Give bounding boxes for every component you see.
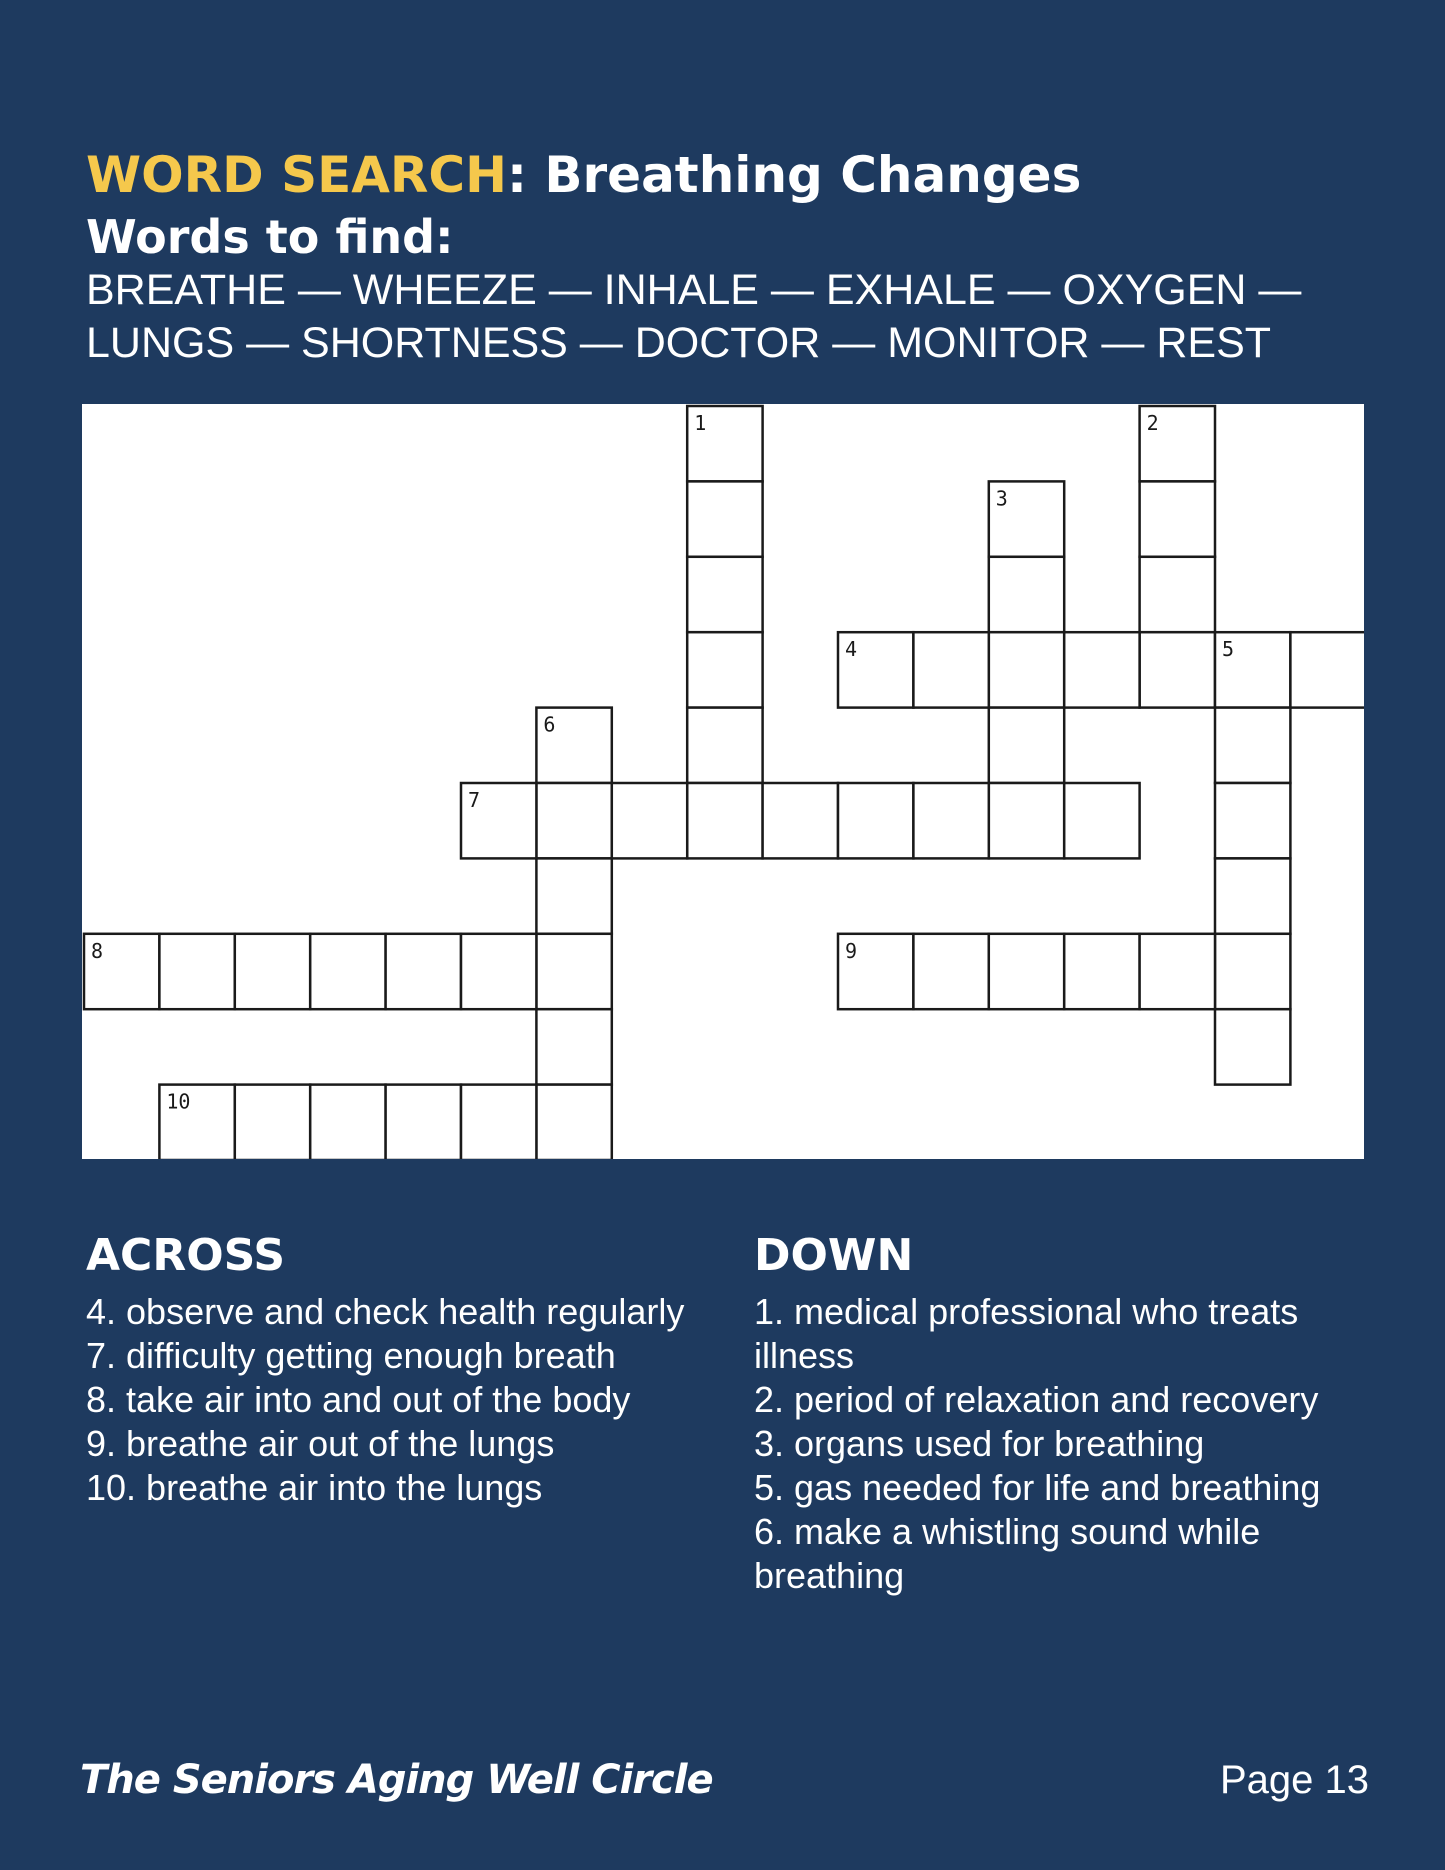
clue-number: 2 [1146, 411, 1159, 435]
down-clues [754, 1228, 1374, 1598]
word-list-line-1: BREATHE — WHEEZE — INHALE — EXHALE — OXYGEN — [86, 266, 1302, 314]
clue-number: 8 [91, 938, 104, 963]
grid-cell [461, 934, 536, 1009]
across-clue: 9. breathe air out of the lungs [86, 1423, 555, 1464]
words-heading: Words to find: [86, 210, 454, 264]
grid-cell [536, 1009, 611, 1084]
grid-cell [461, 1085, 536, 1159]
across-heading: ACROSS [86, 1230, 286, 1281]
grid-cell [913, 783, 988, 858]
clue-number: 4 [845, 637, 858, 662]
grid-cell [159, 934, 234, 1009]
clue-number: 6 [543, 712, 556, 737]
grid-cell [687, 632, 762, 707]
down-heading: DOWN [754, 1230, 914, 1281]
grid-cell [989, 783, 1064, 858]
page-number: Page 13 [1219, 1758, 1369, 1802]
organization-name: The Seniors Aging Well Circle [80, 1757, 713, 1803]
crossword-grid-svg [82, 404, 1364, 1159]
clue-number: 9 [845, 938, 858, 963]
title-accent: WORD SEARCH [86, 146, 507, 204]
grid-cell [1064, 934, 1139, 1009]
grid-cell [687, 783, 762, 858]
grid-cell [1215, 934, 1290, 1009]
grid-cell [235, 934, 310, 1009]
grid-cell [989, 557, 1064, 632]
grid-cell [913, 632, 988, 707]
title-topic: : Breathing Changes [506, 146, 1082, 204]
across-clue: 7. difficulty getting enough breath [86, 1335, 616, 1376]
grid-cell [1140, 481, 1215, 556]
grid-cell [310, 934, 385, 1009]
across-clue: 4. observe and check health regularly [86, 1291, 685, 1332]
grid-cell [1215, 783, 1290, 858]
grid-cell [1290, 632, 1364, 707]
across-clue: 10. breathe air into the lungs [86, 1467, 543, 1508]
grid-cell [687, 557, 762, 632]
clue-number: 5 [1222, 637, 1235, 662]
grid-cell [1064, 783, 1139, 858]
grid-cell [536, 858, 611, 933]
grid-cell [1215, 1009, 1290, 1084]
grid-cell [989, 708, 1064, 783]
grid-cell [989, 934, 1064, 1009]
grid-cell [536, 783, 611, 858]
grid-cell [1140, 934, 1215, 1009]
grid-cell [536, 1085, 611, 1159]
grid-cell [687, 481, 762, 556]
grid-cell [386, 1085, 461, 1159]
grid-cell [1215, 858, 1290, 933]
page-title [86, 146, 1081, 204]
crossword-grid [82, 404, 1364, 1159]
grid-cell [536, 934, 611, 1009]
clue-number: 1 [694, 411, 707, 435]
clue-number: 7 [468, 788, 481, 812]
grid-cell [1140, 557, 1215, 632]
grid-cell [310, 1085, 385, 1159]
grid-cell [1215, 708, 1290, 783]
word-list-line-2: LUNGS — SHORTNESS — DOCTOR — MONITOR — REST [86, 319, 1272, 367]
grid-cell [913, 934, 988, 1009]
clue-number: 10 [166, 1089, 191, 1114]
down-clue: 6. make a whistling sound while breathing [754, 1511, 1261, 1596]
down-clue: 2. period of relaxation and recovery [754, 1379, 1319, 1420]
down-clue: 1. medical professional who treats illness [754, 1291, 1299, 1376]
across-clue: 8. take air into and out of the body [86, 1379, 631, 1420]
grid-cell [1064, 632, 1139, 707]
word-list [86, 264, 1386, 370]
across-clues [86, 1228, 726, 1510]
grid-cell [1140, 632, 1215, 707]
grid-cell [989, 632, 1064, 707]
grid-cell [763, 783, 838, 858]
clue-number: 3 [995, 486, 1008, 511]
down-clue: 5. gas needed for life and breathing [754, 1467, 1321, 1508]
grid-cell [687, 708, 762, 783]
grid-cell [612, 783, 687, 858]
grid-cell [838, 783, 913, 858]
grid-cell [386, 934, 461, 1009]
down-clue: 3. organs used for breathing [754, 1423, 1205, 1464]
grid-cell [235, 1085, 310, 1159]
